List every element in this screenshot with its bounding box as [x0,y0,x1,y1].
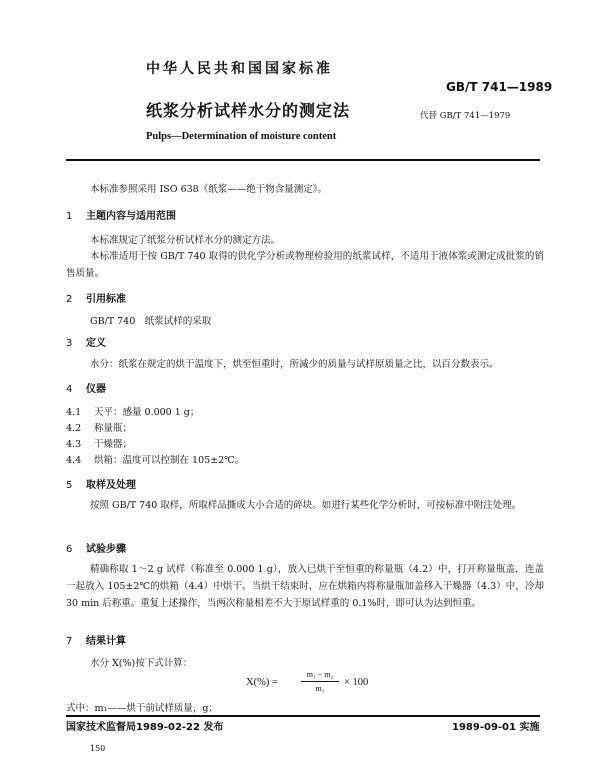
section-1-para-1: 本标准规定了纸浆分析试样水分的测定方法。 [90,235,281,246]
page-number: 150 [90,744,106,753]
list-item-number: 4.4 [66,455,82,466]
list-item-4-3 [66,436,132,450]
section-2-para-1: GB/T 740 纸浆试样的采取 [90,316,212,327]
list-item-number: 4.3 [66,439,82,450]
section-6-para-1: 精确称取 1～2 g 试样（称准至 0.000 1 g），放入已烘干至恒重的称量瓶（4.2）中，打开称量瓶盖，连盖一起放入 105±2℃的烘箱（4.4）中烘干。当烘干结束时，应在烘箱内将称量瓶加盖移入干燥器（4.3）中，冷却 30 min 后称重。重复上述操作，当两次称量相差不大于原试样重的 0.1%时，即可认为达到恒重。 [66,564,544,609]
section-title: 主题内容与适用范围 [86,211,176,222]
formula-rhs: × 100 [344,677,369,688]
list-item-4-4 [66,452,244,466]
list-item-text: 干燥器； [94,439,133,450]
section-5-para-1: 按照 GB/T 740 取样，所取样品撕成大小合适的碎块。如进行某些化学分析时，可按标准中附注处理。 [90,500,522,511]
section-number: 3 [66,338,73,349]
list-item-number: 4.1 [66,407,82,418]
formula-lhs: X(%) = [246,677,278,688]
section-title: 取样及处理 [86,480,136,491]
intro-text: 本标准参照采用 ISO 638《纸浆——绝干物含量测定》。 [90,184,327,195]
list-item-4-2 [66,420,132,434]
section-7-heading [66,632,126,647]
section-6-heading [66,540,126,555]
section-4-heading [66,380,106,395]
section-number: 2 [66,294,73,305]
implemented-date: 1989-09-01 实施 [452,722,540,733]
section-title: 结果计算 [86,636,126,647]
section-7-para-1: 水分 X(%)按下式计算： [90,658,193,669]
section-title: 引用标准 [86,294,126,305]
fraction-bar [301,681,339,682]
section-number: 5 [66,480,73,491]
list-item-text: 烘箱：温度可以控制在 105±2℃。 [94,455,245,466]
section-title: 定义 [86,338,106,349]
section-number: 7 [66,636,73,647]
section-number: 6 [66,544,73,555]
section-3-heading [66,334,106,349]
english-title: Pulps—Determination of moisture content [146,131,337,142]
section-title: 仪器 [86,384,106,395]
page-title: 纸浆分析试样水分的测定法 [146,101,351,120]
formula-numerator: m₁ − m₂ [306,670,334,679]
section-5-heading [66,476,136,491]
formula-denominator: m₁ [315,684,325,693]
standard-number: GB/T 741—1989 [446,80,553,94]
header-divider [66,159,540,161]
issued-date: 国家技术监督局1989-02-22 发布 [66,722,224,733]
footer-divider [66,715,540,717]
section-number: 1 [66,211,73,222]
section-3-para-1: 水分：纸浆在规定的烘干温度下，烘至恒重时，所减少的质量与试样原质量之比，以百分数表示。 [90,359,499,370]
formula-where: 式中：m₁——烘干前试样质量，g； [66,703,218,714]
list-item-4-1 [66,404,199,418]
section-1-heading [66,207,176,222]
section-1-para-2: 本标准适用于按 GB/T 740 取得的供化学分析或物理检验用的纸浆试样，不适用于液体浆或测定成批浆的销售质量。 [66,251,544,279]
section-title: 试验步骤 [86,544,126,555]
replaces-note: 代替 GB/T 741—1979 [420,111,511,121]
section-number: 4 [66,384,73,395]
national-standard-heading: 中华人民共和国国家标准 [146,61,333,77]
list-item-text: 称量瓶； [94,423,133,434]
section-2-heading [66,290,126,305]
list-item-number: 4.2 [66,423,82,434]
list-item-text: 天平：感量 0.000 1 g； [94,407,200,418]
